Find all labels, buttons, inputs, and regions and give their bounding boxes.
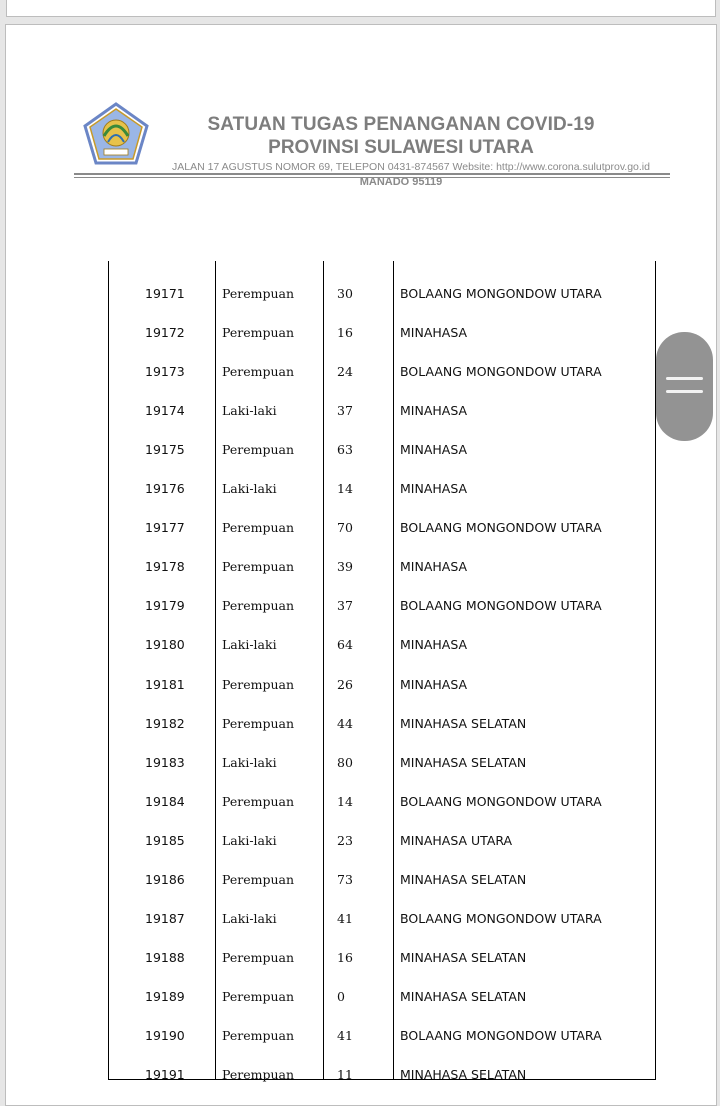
sex-cell: Laki-laki xyxy=(222,403,277,419)
case-id-cell: 19178 xyxy=(145,559,185,575)
table-row xyxy=(109,286,655,325)
table-row xyxy=(109,677,655,716)
age-cell: 23 xyxy=(337,832,353,848)
region-cell: MINAHASA xyxy=(400,481,468,497)
case-id-cell: 19190 xyxy=(145,1027,185,1043)
table-row xyxy=(109,364,655,403)
table-row xyxy=(109,989,655,1028)
provincial-emblem-icon xyxy=(82,102,150,166)
table-row xyxy=(109,1028,655,1067)
region-cell: MINAHASA xyxy=(400,559,468,575)
sex-cell: Perempuan xyxy=(222,286,295,301)
region-cell: MINAHASA xyxy=(400,676,468,692)
table-row xyxy=(109,559,655,598)
table-row xyxy=(109,716,655,755)
region-cell: MINAHASA xyxy=(400,325,468,341)
case-id-cell: 19181 xyxy=(145,676,185,692)
region-cell: MINAHASA SELATAN xyxy=(400,871,527,887)
case-id-cell: 19174 xyxy=(145,403,185,419)
case-id-cell: 19173 xyxy=(145,364,185,380)
age-cell: 63 xyxy=(337,442,353,458)
age-cell: 70 xyxy=(337,520,353,536)
case-id-cell: 19183 xyxy=(145,754,185,770)
table-row xyxy=(109,833,655,872)
table-row xyxy=(109,911,655,950)
sex-cell: Perempuan xyxy=(222,715,295,731)
age-cell: 0 xyxy=(337,988,345,1004)
case-id-cell: 19184 xyxy=(145,793,185,809)
case-id-cell: 19172 xyxy=(145,325,185,341)
region-cell: MINAHASA SELATAN xyxy=(400,715,527,731)
sex-cell: Laki-laki xyxy=(222,910,277,926)
sex-cell: Perempuan xyxy=(222,676,295,692)
age-cell: 26 xyxy=(337,676,353,692)
table-row xyxy=(109,872,655,911)
region-cell: MINAHASA SELATAN xyxy=(400,988,527,1004)
case-id-cell: 19185 xyxy=(145,832,185,848)
province-title: PROVINSI SULAWESI UTARA xyxy=(268,137,534,158)
case-id-cell: 19177 xyxy=(145,520,185,536)
age-cell: 41 xyxy=(337,910,353,926)
table-row xyxy=(109,403,655,442)
region-cell: MINAHASA xyxy=(400,442,468,458)
organization-title: SATUAN TUGAS PENANGANAN COVID-19 xyxy=(207,114,595,135)
region-cell: MINAHASA SELATAN xyxy=(400,754,527,770)
header-rule xyxy=(74,173,670,175)
region-cell: MINAHASA UTARA xyxy=(400,832,513,848)
sex-cell: Perempuan xyxy=(222,364,295,380)
region-cell: BOLAANG MONGONDOW UTARA xyxy=(400,793,602,809)
case-id-cell: 19182 xyxy=(145,715,185,731)
age-cell: 37 xyxy=(337,598,353,614)
case-id-cell: 19187 xyxy=(145,910,185,926)
sex-cell: Perempuan xyxy=(222,988,295,1004)
sex-cell: Perempuan xyxy=(222,871,295,887)
age-cell: 24 xyxy=(337,364,353,380)
sex-cell: Perempuan xyxy=(222,325,295,341)
sex-cell: Laki-laki xyxy=(222,481,277,497)
sex-cell: Perempuan xyxy=(222,559,295,575)
case-id-cell: 19188 xyxy=(145,949,185,965)
case-id-cell: 19175 xyxy=(145,442,185,458)
scroll-drag-handle[interactable] xyxy=(656,332,713,441)
age-cell: 80 xyxy=(337,754,353,770)
case-id-cell: 19189 xyxy=(145,988,185,1004)
sex-cell: Perempuan xyxy=(222,442,295,458)
city-postal: MANADO 95119 xyxy=(359,176,443,188)
region-cell: MINAHASA SELATAN xyxy=(400,1067,527,1082)
sex-cell: Perempuan xyxy=(222,1027,295,1043)
region-cell: BOLAANG MONGONDOW UTARA xyxy=(400,364,602,380)
sex-cell: Perempuan xyxy=(222,520,295,536)
age-cell: 14 xyxy=(337,793,353,809)
case-id-cell: 19180 xyxy=(145,637,185,653)
age-cell: 30 xyxy=(337,286,353,301)
sex-cell: Perempuan xyxy=(222,793,295,809)
region-cell: MINAHASA xyxy=(400,637,468,653)
age-cell: 16 xyxy=(337,325,353,341)
age-cell: 39 xyxy=(337,559,353,575)
region-cell: MINAHASA SELATAN xyxy=(400,949,527,965)
case-id-cell: 19176 xyxy=(145,481,185,497)
case-id-cell: 19186 xyxy=(145,871,185,887)
region-cell: MINAHASA xyxy=(400,403,468,419)
age-cell: 73 xyxy=(337,871,353,887)
table-row xyxy=(109,755,655,794)
case-table xyxy=(108,261,656,1080)
region-cell: BOLAANG MONGONDOW UTARA xyxy=(400,910,602,926)
age-cell: 37 xyxy=(337,403,353,419)
table-row xyxy=(109,794,655,833)
sex-cell: Laki-laki xyxy=(222,754,277,770)
age-cell: 14 xyxy=(337,481,353,497)
age-cell: 44 xyxy=(337,715,353,731)
table-row xyxy=(109,325,655,364)
age-cell: 11 xyxy=(337,1067,353,1082)
case-id-cell: 19191 xyxy=(145,1067,185,1082)
table-row xyxy=(109,598,655,637)
region-cell: BOLAANG MONGONDOW UTARA xyxy=(400,286,602,301)
sex-cell: Laki-laki xyxy=(222,637,277,653)
sex-cell: Perempuan xyxy=(222,949,295,965)
table-row xyxy=(109,520,655,559)
table-row xyxy=(109,1067,655,1106)
region-cell: BOLAANG MONGONDOW UTARA xyxy=(400,1027,602,1043)
case-id-cell: 19171 xyxy=(145,286,185,301)
table-row xyxy=(109,442,655,481)
table-row xyxy=(109,950,655,989)
table-row xyxy=(109,637,655,676)
sex-cell: Perempuan xyxy=(222,1067,295,1082)
document-page xyxy=(5,24,717,1106)
sex-cell: Laki-laki xyxy=(222,832,277,848)
region-cell: BOLAANG MONGONDOW UTARA xyxy=(400,520,602,536)
case-id-cell: 19179 xyxy=(145,598,185,614)
region-cell: BOLAANG MONGONDOW UTARA xyxy=(400,598,602,614)
address-line: JALAN 17 AGUSTUS NOMOR 69, TELEPON 0431-874567 Website: http://www.corona.sulutprov.go.id xyxy=(172,161,650,173)
previous-page-edge xyxy=(6,0,716,17)
age-cell: 64 xyxy=(337,637,353,653)
age-cell: 41 xyxy=(337,1027,353,1043)
sex-cell: Perempuan xyxy=(222,598,295,614)
table-row xyxy=(109,481,655,520)
age-cell: 16 xyxy=(337,949,353,965)
